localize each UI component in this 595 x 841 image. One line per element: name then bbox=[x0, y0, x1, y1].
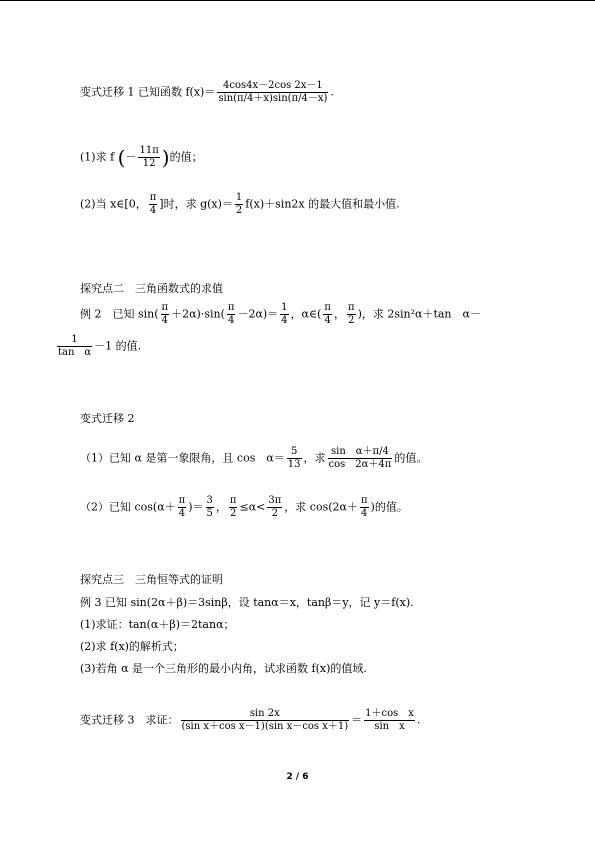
text: (3)若角 α 是一个三角形的最小内角，试求函数 f(x)的值域. bbox=[80, 662, 367, 675]
fraction-numerator: 3 bbox=[206, 495, 213, 506]
fraction bbox=[347, 302, 356, 327]
fraction-numerator: 11π bbox=[139, 145, 159, 156]
text: ]时，求 g(x)＝ bbox=[159, 197, 233, 211]
fraction-numerator: sin α＋π/4 bbox=[328, 446, 393, 459]
exercise-2-part-2 bbox=[80, 495, 408, 520]
fraction bbox=[323, 302, 332, 327]
fraction-denominator: 12 bbox=[142, 158, 156, 169]
period: . bbox=[330, 85, 334, 99]
fraction-numerator: π bbox=[178, 495, 186, 506]
text: (1)求证：tan(α＋β)＝2tanα； bbox=[80, 618, 235, 631]
exercise-2-part-1 bbox=[80, 446, 427, 471]
section-2-title bbox=[80, 282, 223, 296]
exercise-3 bbox=[80, 708, 420, 733]
fraction-denominator: 5 bbox=[206, 508, 213, 519]
top-rule bbox=[0, 0, 595, 1]
example-3 bbox=[80, 596, 414, 610]
fraction bbox=[280, 302, 288, 327]
fraction-denominator: sin(π/4＋x)sin(π/4－x) bbox=[218, 93, 328, 104]
fraction-denominator: tan α bbox=[58, 347, 92, 358]
fraction bbox=[235, 192, 243, 217]
text: 例 2 已知 sin( bbox=[80, 307, 159, 321]
exercise-1-part-1: (1)求 f (－ $\frac{11\pi}{12}$ )的值； bbox=[80, 145, 203, 170]
example-2 bbox=[80, 302, 481, 327]
fraction bbox=[161, 302, 170, 327]
fraction-denominator: 4 bbox=[227, 315, 235, 326]
fraction bbox=[149, 192, 158, 217]
exercise-1-statement bbox=[80, 80, 334, 105]
fraction bbox=[181, 708, 350, 733]
paren-open: ( bbox=[117, 145, 126, 170]
fraction-numerator: 1＋cos x bbox=[365, 708, 414, 719]
fraction-denominator: (sin x＋cos x－1)(sin x－cos x＋1) bbox=[181, 721, 349, 732]
section-3-title bbox=[80, 573, 223, 587]
fraction-denominator: 4 bbox=[161, 315, 168, 326]
text: －1 的值. bbox=[94, 339, 142, 353]
fraction-denominator: sin x bbox=[374, 721, 405, 732]
fraction bbox=[217, 80, 328, 105]
fraction-denominator: 2 bbox=[230, 508, 237, 519]
fraction bbox=[206, 495, 214, 520]
fraction bbox=[328, 446, 393, 471]
section-heading: 探究点二 三角函数式的求值 bbox=[80, 282, 223, 295]
example-3-part-1 bbox=[80, 618, 235, 632]
fraction-denominator: 4 bbox=[324, 315, 331, 326]
text: 的值； bbox=[169, 150, 203, 164]
fraction-numerator: π bbox=[149, 192, 157, 203]
fraction-numerator: π bbox=[360, 495, 368, 506]
fraction-numerator: 1 bbox=[235, 192, 243, 203]
text: ＋2α)·sin( bbox=[171, 307, 225, 321]
exercise-label: 变式迁移 2 bbox=[80, 412, 135, 425]
text: 变式迁移 3 求证： bbox=[80, 713, 179, 727]
fraction-numerator: π bbox=[324, 302, 331, 313]
fraction-denominator: 2 bbox=[235, 205, 243, 216]
fraction-numerator: π bbox=[229, 495, 237, 506]
fraction-numerator: sin 2x bbox=[181, 708, 350, 721]
fraction-numerator: 1 bbox=[57, 334, 92, 347]
example-2-continued bbox=[55, 334, 141, 359]
section-heading: 探究点三 三角恒等式的证明 bbox=[80, 573, 223, 586]
text: －2α)＝ bbox=[237, 307, 279, 321]
fraction bbox=[267, 495, 282, 520]
fraction-denominator: 4 bbox=[149, 205, 157, 216]
fraction-denominator: cos 2α＋4π bbox=[328, 459, 392, 470]
fraction bbox=[364, 708, 415, 733]
text: ，求 cos(2α＋ bbox=[284, 500, 358, 514]
fraction bbox=[360, 495, 369, 520]
text: ，α∈( bbox=[290, 307, 322, 321]
text: ， bbox=[334, 307, 345, 321]
text: )，求 2sin²α＋tan α－ bbox=[357, 307, 481, 321]
text: ， bbox=[215, 500, 227, 514]
text: f(x)＋sin2x 的最大值和最小值. bbox=[245, 197, 400, 211]
fraction-denominator: 4 bbox=[178, 508, 186, 519]
period: . bbox=[416, 713, 421, 727]
fraction-numerator: 4cos4x－2cos 2x－1 bbox=[217, 80, 328, 93]
text: ，求 bbox=[303, 451, 326, 465]
fraction bbox=[178, 495, 187, 520]
fraction-numerator: 5 bbox=[287, 446, 302, 459]
fraction-numerator: π bbox=[161, 302, 169, 313]
text: (1)求 f bbox=[80, 150, 115, 164]
fraction-denominator: 2 bbox=[348, 315, 355, 326]
text: (2)求 f(x)的解析式； bbox=[80, 640, 184, 653]
text: （2）已知 cos(α＋ bbox=[80, 500, 176, 514]
text: ＝ bbox=[351, 713, 363, 727]
exercise-1-label: 变式迁移 1 已知函数 f(x)＝ bbox=[80, 85, 216, 99]
fraction bbox=[287, 446, 302, 471]
exercise-1-part-2 bbox=[80, 192, 400, 217]
fraction-numerator: π bbox=[348, 302, 355, 313]
fraction-denominator: 4 bbox=[361, 508, 368, 519]
example-3-part-2 bbox=[80, 640, 184, 654]
text: )＝ bbox=[188, 500, 204, 514]
fraction bbox=[229, 495, 238, 520]
fraction-denominator: 4 bbox=[281, 315, 288, 326]
fraction-denominator: 13 bbox=[287, 459, 301, 470]
fraction-numerator: 1 bbox=[281, 302, 288, 313]
fraction-numerator: 3π bbox=[268, 495, 282, 506]
fraction bbox=[138, 145, 159, 170]
text: 例 3 已知 sin(2α＋β)＝3sinβ，设 tanα＝x，tanβ＝y，记 y＝f(x). bbox=[80, 596, 414, 609]
text: (2)当 x∈[0， bbox=[80, 197, 147, 211]
example-3-part-3 bbox=[80, 662, 367, 676]
page-number: 2 / 6 bbox=[286, 772, 309, 782]
text: ≤α< bbox=[239, 500, 266, 514]
text: （1）已知 α 是第一象限角，且 cos α＝ bbox=[80, 451, 285, 465]
fraction bbox=[227, 302, 236, 327]
fraction-numerator: π bbox=[227, 302, 235, 313]
fraction bbox=[57, 334, 92, 359]
paren-close: ) bbox=[161, 145, 170, 170]
text: )的值。 bbox=[370, 500, 408, 514]
exercise-2-title bbox=[80, 412, 135, 426]
text: 的值。 bbox=[394, 451, 428, 465]
fraction-denominator: 2 bbox=[271, 508, 279, 519]
